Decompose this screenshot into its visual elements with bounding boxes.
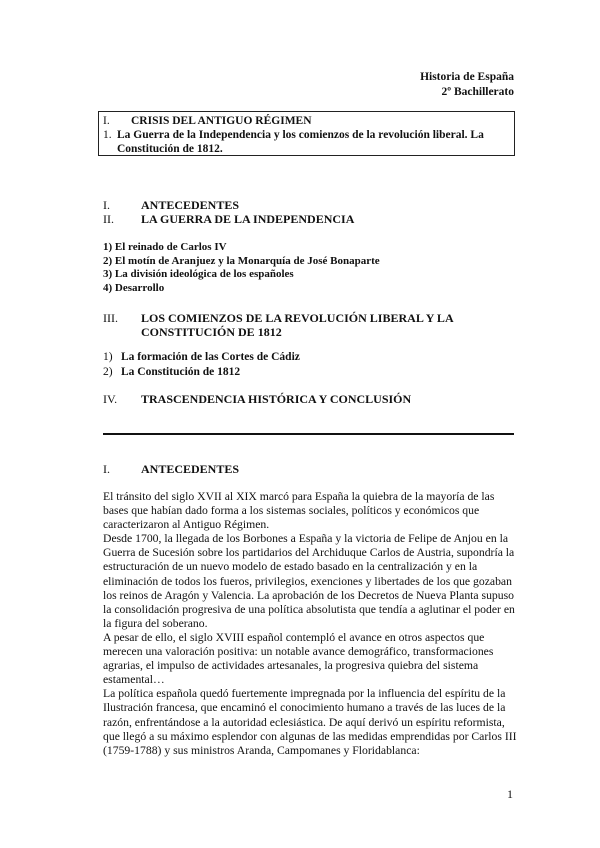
toc-item-4-num: IV. bbox=[103, 392, 118, 406]
body-text bbox=[103, 490, 517, 758]
paragraph: Desde 1700, la llegada de los Borbones a España y la victoria de Felipe de Anjou en la Guerra de Sucesión sobre los partidarios del Archiduque Carlos de Austria, supondría la estructuración de un nuevo modelo de estado basado en la centralización y en la eliminación de todos los fueros, privilegios, exenciones y libertades de los que gozaban los reinos de Aragón y Valencia. La aprobación de los Decretos de Nueva Planta supuso la consolidación progresiva de una política absolutista que tendía a aglutinar el poder en la figura del soberano. bbox=[103, 532, 515, 630]
topic-box-row-1 bbox=[103, 114, 510, 128]
topic-num: I. bbox=[103, 115, 110, 127]
toc-main-items bbox=[103, 198, 354, 226]
topic-box bbox=[98, 111, 515, 156]
paragraph: La política española quedó fuertemente impregnada por la influencia del espíritu de la Ilustración francesa, que encaminó el conocimiento humano a través de las luces de la razón, enfrentándose a la autoridad eclesiástica. De aquí derivó un espíritu reformista, que llegó a su máximo esplendor con algunas de las medidas emprendidas por Carlos III (1759-1788) y sus ministros Aranda, Campomanes y Floridablanca: bbox=[103, 687, 517, 757]
topic-box-row-2 bbox=[103, 128, 510, 156]
page-number: 1 bbox=[507, 787, 513, 801]
toc-war-subitems bbox=[103, 241, 380, 295]
subtopic-num: 1. bbox=[103, 129, 112, 141]
toc-subitem: 2) La Constitución de 1812 bbox=[103, 366, 241, 378]
section-heading bbox=[103, 462, 239, 476]
toc-subitem: 1) La formación de las Cortes de Cádiz bbox=[103, 351, 300, 363]
toc-item-1: I. ANTECEDENTES bbox=[103, 198, 240, 212]
toc-item-2: II. LA GUERRA DE LA INDEPENDENCIA bbox=[103, 212, 355, 226]
toc-item-3-title: LOS COMIENZOS DE LA REVOLUCIÓN LIBERAL Y LA CONSTITUCIÓN DE 1812 bbox=[141, 311, 453, 339]
horizontal-rule bbox=[103, 433, 514, 435]
subtopic-title: La Guerra de la Independencia y los comienzos de la revolución liberal. La Constitución de 1812. bbox=[117, 129, 484, 155]
header-subject: Historia de España bbox=[420, 71, 514, 83]
toc-subitem: 1) El reinado de Carlos IV bbox=[103, 241, 227, 253]
toc-subitem: 3) La división ideológica de los españoles bbox=[103, 268, 294, 281]
toc-item-3 bbox=[103, 311, 517, 339]
topic-title: CRISIS DEL ANTIGUO RÉGIMEN bbox=[131, 115, 312, 127]
toc-item-4-title: TRASCENDENCIA HISTÓRICA Y CONCLUSIÓN bbox=[141, 392, 412, 406]
toc-item-4 bbox=[103, 392, 411, 406]
page-header bbox=[420, 70, 514, 100]
toc-subitem: 4) Desarrollo bbox=[103, 281, 165, 294]
paragraph: A pesar de ello, el siglo XVIII español contempló el avance en otros aspectos que merecen una valoración positiva: un notable avance demográfico, transformaciones agrarias, el impulso de actividades artesanales, la progresiva quiebra del sistema estamental… bbox=[103, 630, 494, 687]
toc-rev-subitems bbox=[103, 350, 300, 380]
toc-subitem: 2) El motín de Aranjuez y la Monarquía de José Bonaparte bbox=[103, 254, 380, 267]
section-num: I. bbox=[103, 462, 110, 476]
paragraph: El tránsito del siglo XVII al XIX marcó para España la quiebra de la mayoría de las bases que habían dado forma a los sistemas sociales, políticos y económicos que caracterizaron al Antiguo Régimen. bbox=[103, 490, 495, 532]
toc-item-3-num: III. bbox=[103, 311, 118, 325]
header-course: 2º Bachillerato bbox=[441, 86, 514, 98]
section-title: ANTECEDENTES bbox=[141, 462, 240, 476]
